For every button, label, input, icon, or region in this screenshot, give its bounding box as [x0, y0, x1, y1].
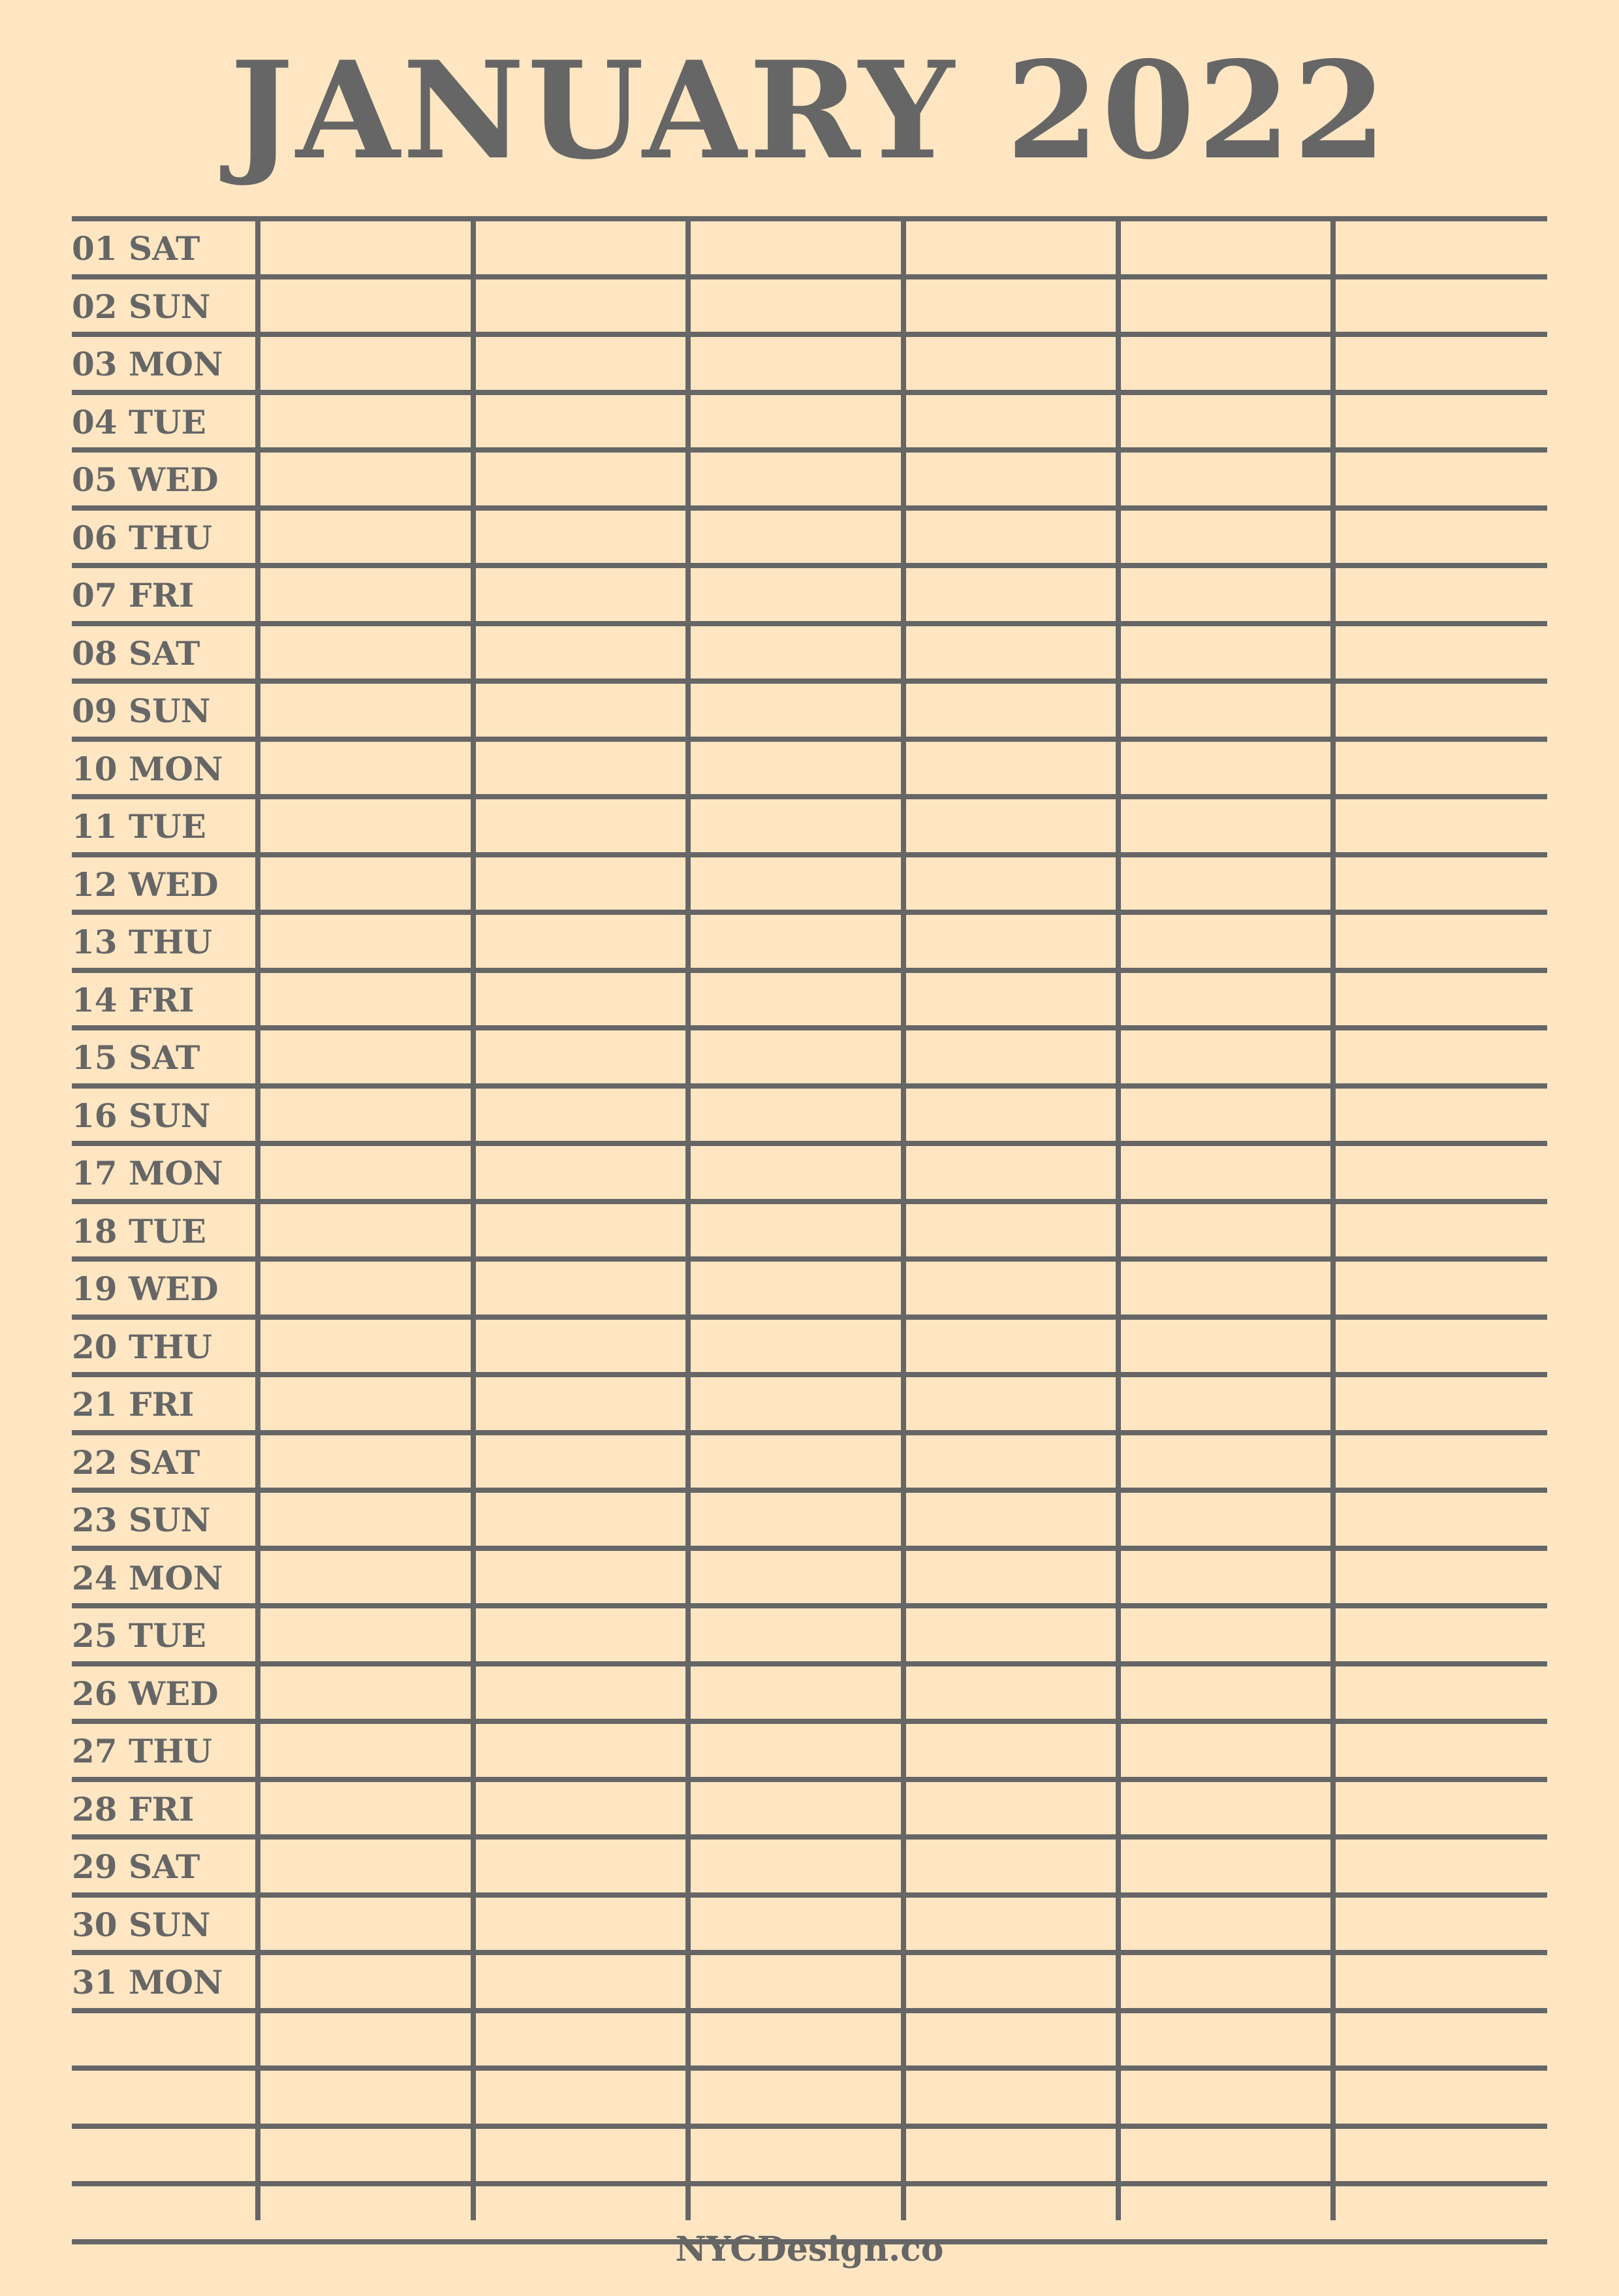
day-label: 03 MON — [72, 345, 223, 383]
day-label: 06 THU — [72, 518, 213, 557]
day-label: 17 MON — [72, 1154, 223, 1192]
day-label: 30 SUN — [72, 1905, 211, 1944]
grid-column-line — [685, 216, 691, 2220]
day-label: 09 SUN — [72, 692, 211, 730]
day-label: 20 THU — [72, 1328, 213, 1366]
grid-column-line — [1116, 216, 1121, 2220]
grid-row-line — [72, 1256, 1547, 1262]
grid-row-line — [72, 1141, 1547, 1146]
grid-column-line — [1330, 216, 1336, 2220]
grid-row-line — [72, 1661, 1547, 1666]
grid-row-line — [72, 1199, 1547, 1204]
day-label: 08 SAT — [72, 634, 200, 673]
day-label: 24 MON — [72, 1559, 223, 1597]
day-label: 18 TUE — [72, 1212, 206, 1251]
day-label: 31 MON — [72, 1963, 223, 2001]
grid-row-line — [72, 968, 1547, 973]
grid-row-line — [72, 563, 1547, 568]
day-label: 25 TUE — [72, 1616, 206, 1655]
day-label: 15 SAT — [72, 1038, 200, 1077]
day-label: 22 SAT — [72, 1443, 200, 1482]
day-label: 23 SUN — [72, 1501, 211, 1539]
grid-row-line — [72, 1834, 1547, 1840]
day-label: 27 THU — [72, 1732, 213, 1770]
grid-row-line — [72, 447, 1547, 453]
grid-row-line — [72, 2008, 1547, 2013]
grid-row-line — [72, 1372, 1547, 1377]
day-label: 21 FRI — [72, 1385, 195, 1424]
footer-credit: NYCDesign.co — [675, 2229, 944, 2269]
grid-row-line — [72, 794, 1547, 799]
day-label: 02 SUN — [72, 287, 211, 326]
grid-row-line — [72, 2124, 1547, 2129]
day-label: 14 FRI — [72, 981, 195, 1019]
grid-row-line — [72, 216, 1547, 221]
day-label: 29 SAT — [72, 1847, 200, 1886]
day-label: 19 WED — [72, 1269, 219, 1308]
grid-row-line — [72, 678, 1547, 684]
grid-row-line — [72, 852, 1547, 857]
grid-row-line — [72, 1950, 1547, 1955]
grid-row-line — [72, 1719, 1547, 1724]
grid-column-line — [901, 216, 906, 2220]
day-label: 10 MON — [72, 750, 223, 788]
day-label: 05 WED — [72, 460, 219, 499]
grid-row-line — [72, 737, 1547, 742]
grid-row-line — [72, 621, 1547, 626]
day-label: 16 SUN — [72, 1096, 211, 1135]
grid-row-line — [72, 1546, 1547, 1551]
grid-row-line — [72, 1603, 1547, 1608]
calendar-title: JANUARY 2022 — [230, 33, 1389, 189]
day-label: 28 FRI — [72, 1790, 195, 1828]
day-label: 01 SAT — [72, 229, 200, 268]
grid-row-line — [72, 1025, 1547, 1030]
day-label: 12 WED — [72, 865, 219, 904]
grid-row-line — [72, 910, 1547, 915]
day-label: 04 TUE — [72, 403, 206, 441]
grid-column-line — [471, 216, 476, 2220]
grid-row-line — [72, 332, 1547, 337]
day-label: 11 TUE — [72, 807, 206, 846]
grid-row-line — [72, 505, 1547, 511]
grid-row-line — [72, 2065, 1547, 2071]
grid-row-line — [72, 274, 1547, 279]
grid-row-line — [72, 1488, 1547, 1493]
grid-row-line — [72, 1777, 1547, 1782]
day-label: 07 FRI — [72, 576, 195, 614]
grid-row-line — [72, 1892, 1547, 1898]
grid-row-line — [72, 2181, 1547, 2186]
grid-column-line — [255, 216, 260, 2220]
day-label: 26 WED — [72, 1674, 219, 1713]
grid-row-line — [72, 1083, 1547, 1089]
grid-row-line — [72, 1315, 1547, 1320]
day-label: 13 THU — [72, 923, 213, 961]
grid-row-line — [72, 1430, 1547, 1435]
grid-row-line — [72, 390, 1547, 395]
